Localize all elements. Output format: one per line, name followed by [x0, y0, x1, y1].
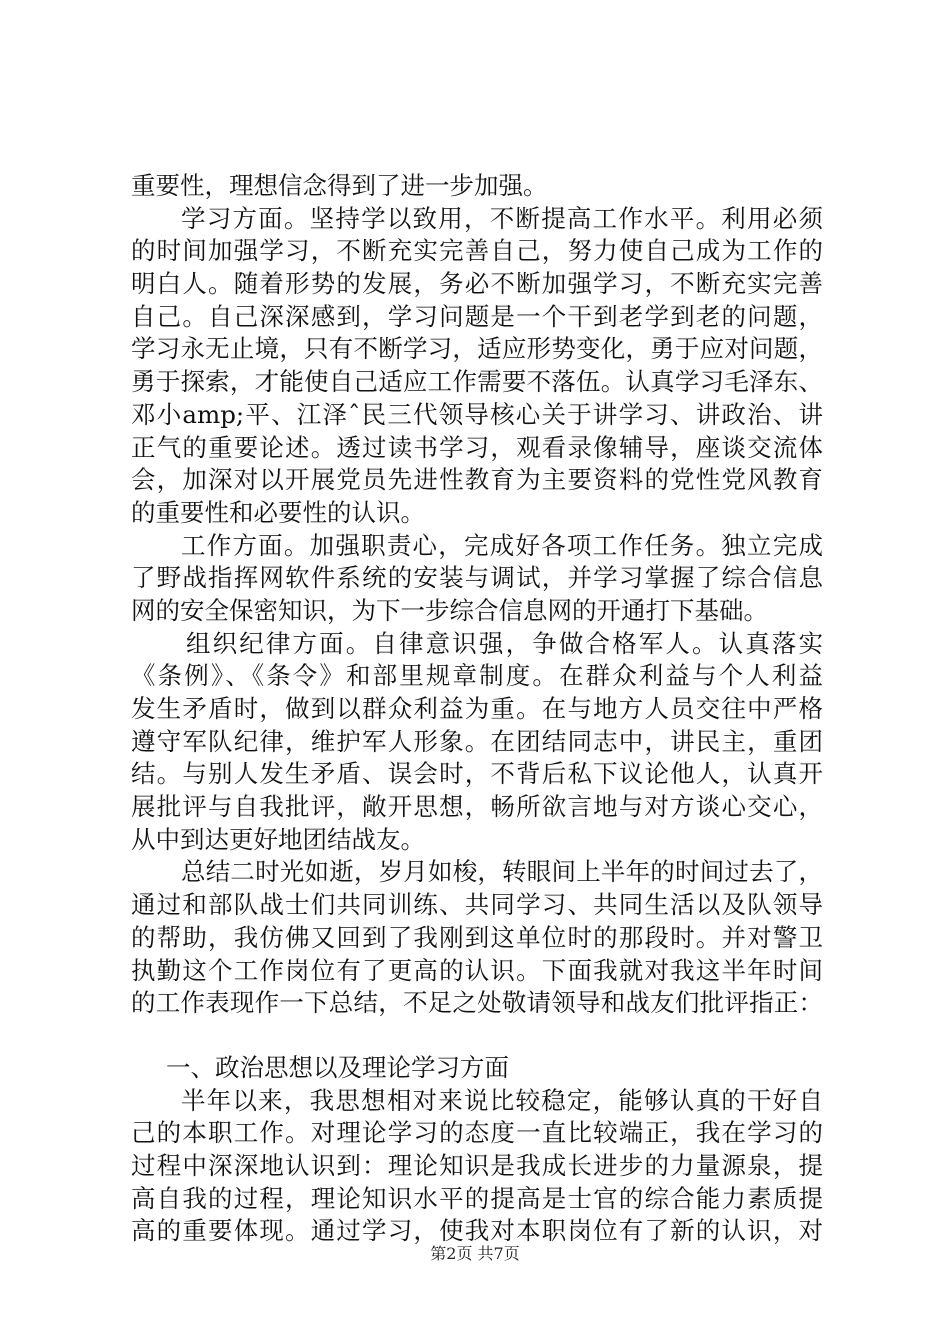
- text-line: 学习方面。坚持学以致用，不断提高工作水平。利用必须: [181, 203, 823, 233]
- text-line: 重要性，理想信念得到了进一步加强。: [131, 171, 548, 200]
- text-line: 的帮助，我仿佛又回到了我刚到这单位时的那段时。并对警卫: [131, 922, 823, 952]
- text-line: 从中到达更好地团结战友。: [131, 824, 425, 854]
- text-line: 过程中深深地认识到：理论知识是我成长进步的力量源泉，提: [131, 1150, 823, 1180]
- text-line: 会，加深对以开展党员先进性教育为主要资料的党性党风教育: [131, 465, 823, 495]
- text-line: 正气的重要论述。透过读书学习，观看录像辅导，座谈交流体: [131, 432, 823, 462]
- text-line: 发生矛盾时，做到以群众利益为重。在与地方人员交往中严格: [131, 694, 823, 723]
- paragraph-gap: [131, 1020, 823, 1052]
- text-line: 己的本职工作。对理论学习的态度一直比较端正，我在学习的: [131, 1118, 823, 1148]
- text-line: 的重要性和必要性的认识。: [131, 497, 425, 527]
- text-line: 结。与别人发生矛盾、误会时，不背后私下议论他人，认真开: [131, 759, 823, 789]
- text-line: 工作方面。加强职责心，完成好各项工作任务。独立完成: [181, 530, 823, 560]
- text-line: 邓小amp;平、江泽ˆ民三代领导核心关于讲学习、讲政治、讲: [131, 399, 823, 429]
- text-line: 展批评与自我批评，敞开思想，畅所欲言地与对方谈心交心，: [131, 792, 823, 822]
- text-line: 明白人。随着形势的发展，务必不断加强学习，不断充实完善: [131, 269, 823, 299]
- text-line: 的工作表现作一下总结，不足之处敬请领导和战友们批评指正：: [131, 988, 823, 1018]
- text-line: 《条例》、《条令》和部里规章制度。在群众利益与个人利益: [131, 661, 823, 691]
- text-line: 高自我的过程，理论知识水平的提高是士官的综合能力素质提: [131, 1183, 823, 1213]
- text-line: 执勤这个工作岗位有了更高的认识。下面我就对我这半年时间: [131, 955, 823, 985]
- text-line: 组织纪律方面。自律意识强，争做合格军人。认真落实: [186, 628, 823, 658]
- text-line: 网的安全保密知识，为下一步综合信息网的开通打下基础。: [131, 595, 768, 625]
- text-line: 高的重要体现。通过学习，使我对本职岗位有了新的认识，对: [131, 1216, 823, 1246]
- text-line: 通过和部队战士们共同训练、共同学习、共同生活以及队领导: [131, 890, 823, 920]
- section-heading: 一、政治思想以及理论学习方面: [166, 1052, 509, 1082]
- text-line: 了野战指挥网软件系统的安装与调试，并学习掌握了综合信息: [131, 563, 823, 593]
- text-line: 的时间加强学习，不断充实完善自己，努力使自己成为工作的: [131, 236, 823, 266]
- text-line: 半年以来，我思想相对来说比较稳定，能够认真的干好自: [181, 1085, 823, 1115]
- page-number: 第2页 共7页: [430, 1244, 520, 1263]
- text-line: 学习永无止境，只有不断学习，适应形势变化，勇于应对问题，: [131, 334, 823, 364]
- text-line: 总结二时光如逝，岁月如梭，转眼间上半年的时间过去了，: [181, 857, 823, 887]
- text-line: 自己。自己深深感到，学习问题是一个干到老学到老的问题，: [131, 301, 823, 331]
- text-line: 遵守军队纪律，维护军人形象。在团结同志中，讲民主，重团: [131, 726, 823, 756]
- document-body: [131, 170, 823, 1248]
- text-line: 勇于探索，才能使自己适应工作需要不落伍。认真学习毛泽东、: [131, 367, 823, 397]
